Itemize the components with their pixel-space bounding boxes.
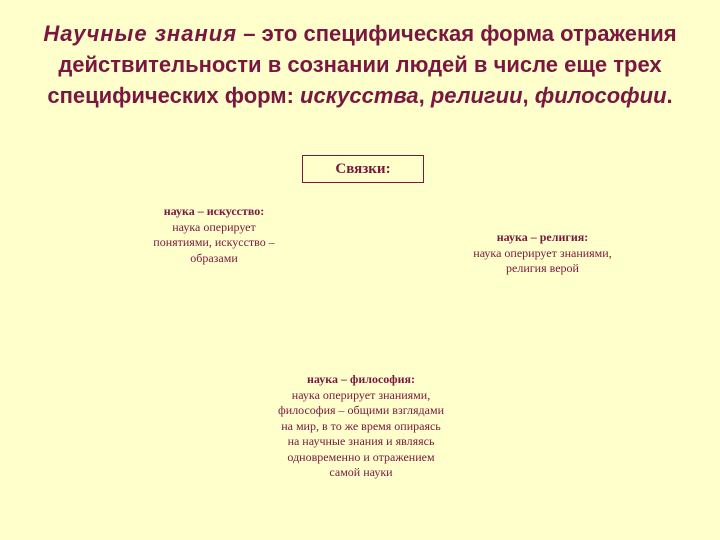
node-science-philosophy-heading: наука – философия:: [306, 372, 416, 386]
node-science-religion: [460, 230, 625, 277]
links-label-box: Связки:: [302, 155, 424, 183]
slide-title: [30, 18, 690, 111]
node-science-religion-text: наука оперирует знаниями, религия верой: [473, 245, 612, 275]
title-term: Научные знания: [43, 21, 238, 46]
node-science-philosophy-text: наука оперирует знаниями, философия – общими взглядами на мир, в то же время опираясь на научные знания и являясь одновременно и отражением самой науки: [278, 387, 444, 479]
title-religion: религии: [430, 83, 523, 108]
title-art: искусства: [300, 83, 419, 108]
node-science-art-heading: наука – искусство:: [163, 204, 265, 218]
title-period: .: [666, 83, 673, 108]
title-comma-1: ,: [418, 83, 431, 108]
title-definition: – это специфическая форма отражения действительности в сознании людей в числе еще трех специфических форм:: [47, 21, 677, 108]
node-science-philosophy: [276, 372, 446, 481]
node-science-art: [150, 204, 278, 266]
title-philosophy: философии: [534, 83, 667, 108]
node-science-art-text: наука оперирует понятиями, искусство – образами: [153, 219, 275, 265]
node-science-religion-heading: наука – религия:: [496, 230, 589, 244]
title-comma-2: ,: [522, 83, 535, 108]
